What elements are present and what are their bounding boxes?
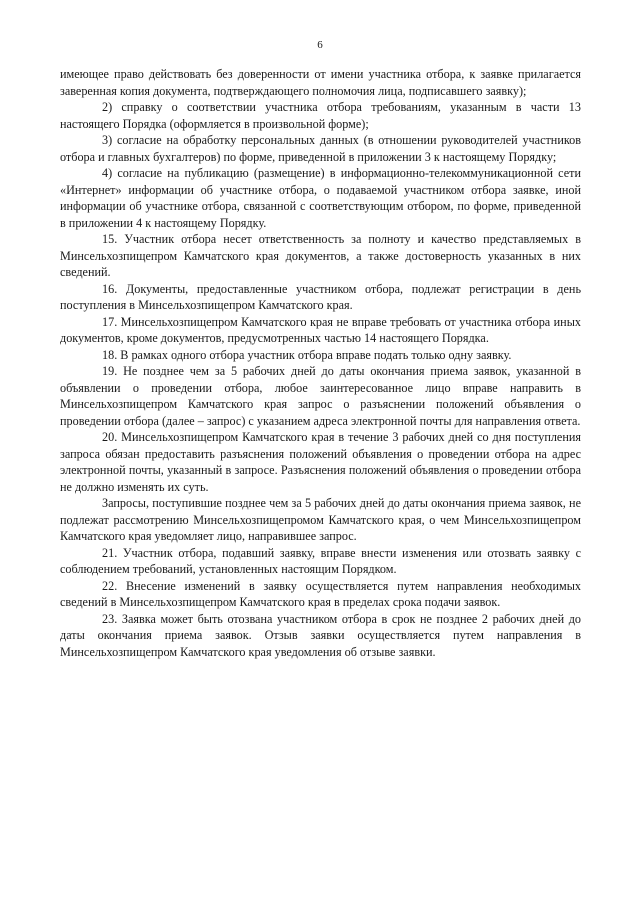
paragraph-item-4: 4) согласие на публикацию (размещение) в информационно-телекоммуникационной сети «Интернет» информации об участнике отбора, о подаваемой участником отбора заявке, иной информации об участнике отбора, связанной с соответствующим отбором, по форме, приведенной в приложении 4 к настоящему Порядку. (60, 166, 581, 230)
paragraph-20: 20. Минсельхозпищепром Камчатского края в течение 3 рабочих дней со дня поступления запроса обязан предоставить разъяснения положений объявления о проведении отбора на адрес электронной почты, указанный в запросе. Разъяснения положений объявления о проведении отбора не должно изменять их суть. (60, 430, 581, 494)
paragraph-22: 22. Внесение изменений в заявку осуществляется путем направления необходимых сведений в Минсельхозпищепром Камчатского края в пределах срока подачи заявок. (60, 578, 581, 609)
page-number: 6 (317, 39, 323, 51)
paragraph-17: 17. Минсельхозпищепром Камчатского края не вправе требовать от участника отбора иных документов, кроме документов, предусмотренных частью 14 настоящего Порядка. (60, 314, 581, 345)
paragraph-requests: Запросы, поступившие позднее чем за 5 рабочих дней до даты окончания приема заявок, не подлежат рассмотрению Минсельхозпищепромом Камчатского края, о чем Минсельхозпищепром Камчатского края уведомляет лицо, направившее запрос. (60, 496, 581, 543)
paragraph-18: 18. В рамках одного отбора участник отбора вправе подать только одну заявку. (102, 347, 512, 362)
paragraph-16: 16. Документы, предоставленные участником отбора, подлежат регистрации в день поступления в Минсельхозпищепром Камчатского края. (60, 281, 581, 312)
paragraph-15: 15. Участник отбора несет ответственность за полноту и качество представляемых в Минсельхозпищепром Камчатского края документов, а также достоверность указанных в них сведений. (60, 232, 581, 279)
paragraph-23: 23. Заявка может быть отозвана участником отбора в срок не позднее 2 рабочих дней до даты окончания приема заявок. Отзыв заявки осуществляется путем направления в Минсельхозпищепром Камчатского края уведомления об отзыве заявки. (60, 611, 581, 659)
paragraph-19: 19. Не позднее чем за 5 рабочих дней до даты окончания приема заявок, указанной в объявлении о проведении отбора, любое заинтересованное лицо вправе направить в Минсельхозпищепром Камчатского края запрос о разъяснении положений объявления о проведении отбора (далее – запрос) с указанием адреса электронной почты для направления ответа. (60, 364, 581, 428)
paragraph-item-3: 3) согласие на обработку персональных данных (в отношении руководителей участников отбора и главных бухгалтеров) по форме, приведенной в приложении 3 к настоящему Порядку; (60, 133, 581, 164)
document-body (60, 66, 581, 660)
paragraph-continuation: имеющее право действовать без доверенности от имени участника отбора, к заявке прилагается заверенная копия документа, подтверждающего полномочия лица, подписавшего заявку); (60, 67, 581, 98)
paragraph-21: 21. Участник отбора, подавший заявку, вправе внести изменения или отозвать заявку с соблюдением требований, установленных настоящим Порядком. (60, 545, 581, 576)
paragraph-item-2: 2) справку о соответствии участника отбора требованиям, указанным в части 13 настоящего Порядка (оформляется в произвольной форме); (60, 100, 581, 131)
